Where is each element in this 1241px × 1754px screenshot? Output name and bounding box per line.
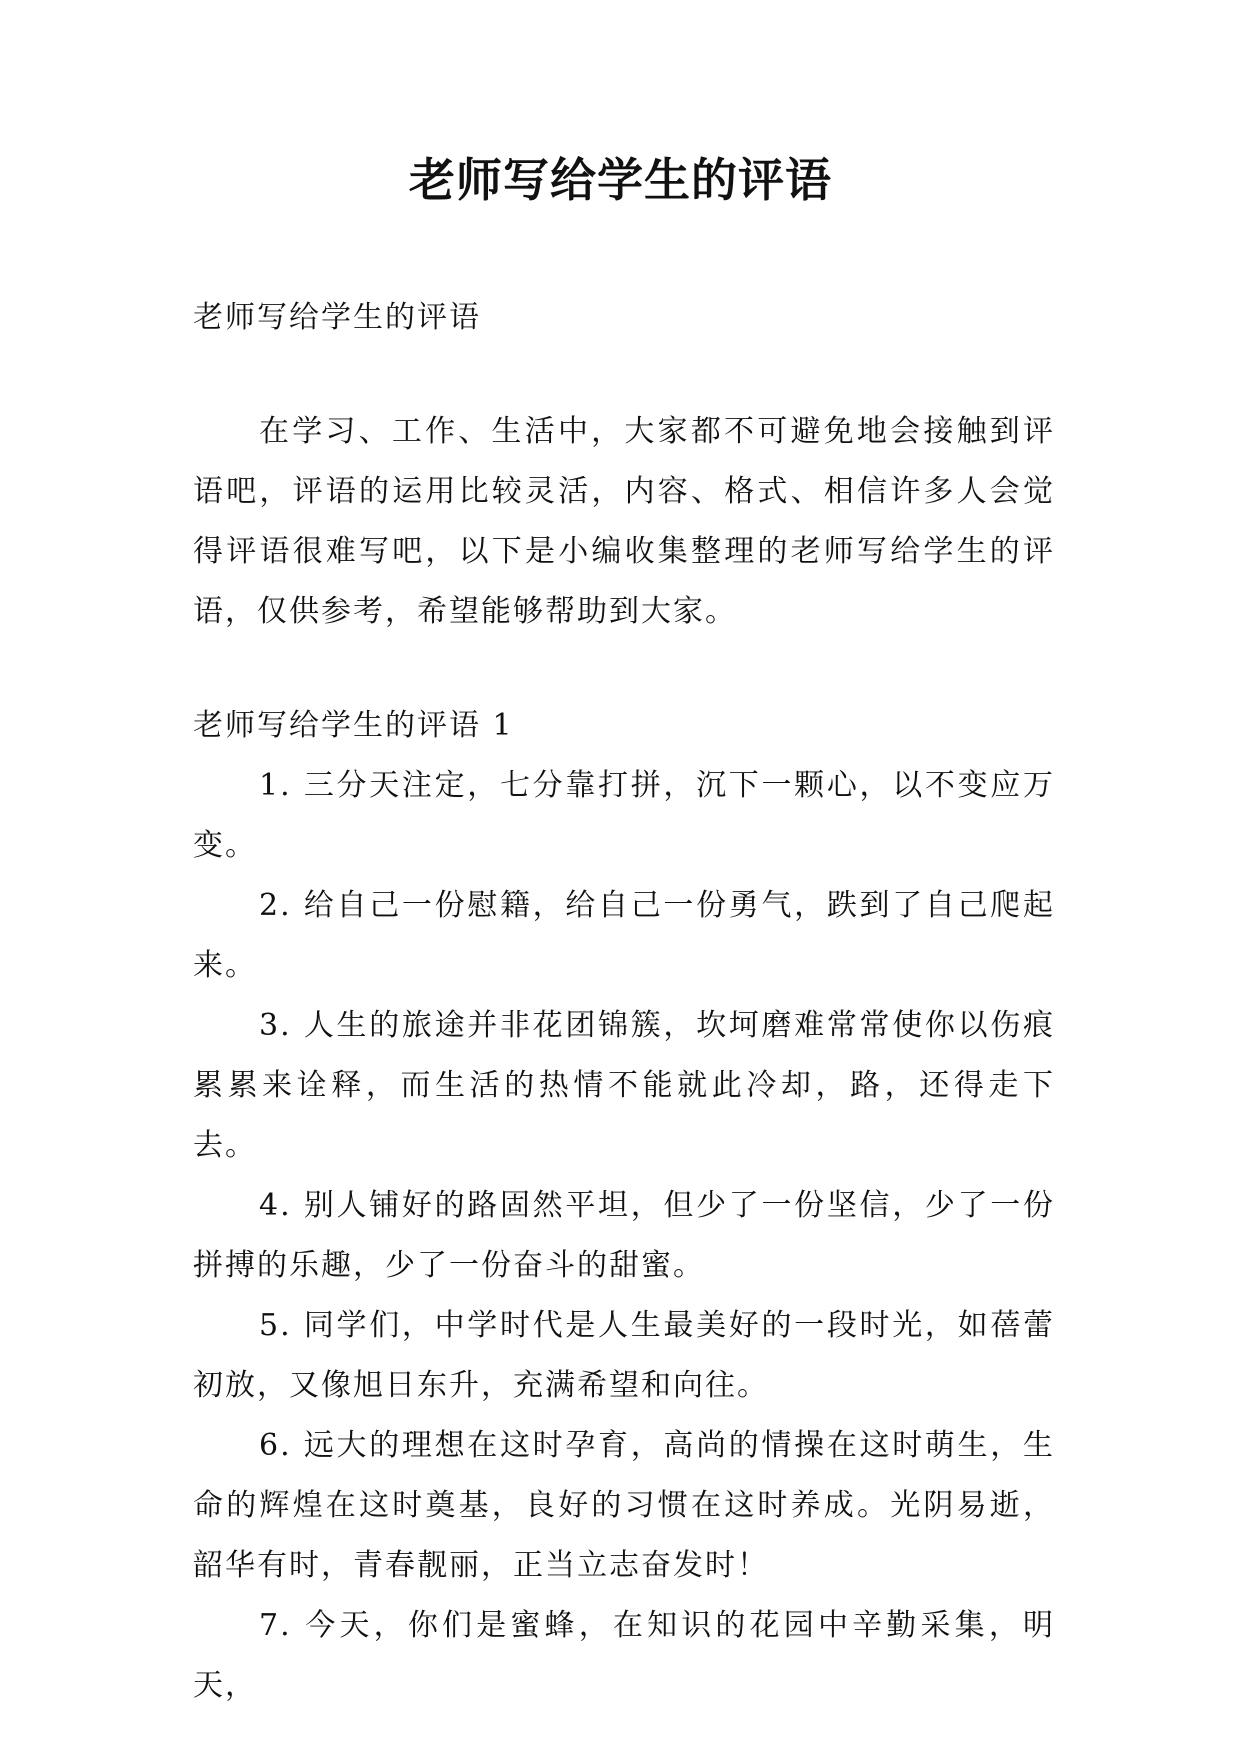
section-heading: 老师写给学生的评语 1: [193, 708, 514, 743]
list-item: 5. 同学们，中学时代是人生最美好的一段时光，如蓓蕾初放，又像旭日东升，充满希望和向往。: [193, 1308, 1055, 1403]
list-item: 2. 给自己一份慰籍，给自己一份勇气，跌到了自己爬起来。: [193, 888, 1055, 983]
list-item: 3. 人生的旅途并非花团锦簇，坎坷磨难常常使你以伤痕累累来诠释，而生活的热情不能就此冷却，路，还得走下去。: [193, 1008, 1055, 1163]
list-item: 1. 三分天注定，七分靠打拼，沉下一颗心，以不变应万变。: [193, 768, 1055, 863]
list-item: 7. 今天，你们是蜜蜂，在知识的花园中辛勤采集，明天，: [193, 1608, 1055, 1703]
document-body: [193, 288, 1055, 1716]
document-title: 老师写给学生的评语: [409, 153, 832, 207]
list-item: 6. 远大的理想在这时孕育，高尚的情操在这时萌生，生命的辉煌在这时奠基，良好的习惯在这时养成。光阴易逝，韶华有时，青春靓丽，正当立志奋发时！: [193, 1428, 1055, 1583]
list-item: 4. 别人铺好的路固然平坦，但少了一份坚信，少了一份拼搏的乐趣，少了一份奋斗的甜蜜。: [193, 1188, 1055, 1283]
intro-paragraph: 在学习、工作、生活中，大家都不可避免地会接触到评语吧，评语的运用比较灵活，内容、格式、相信许多人会觉得评语很难写吧，以下是小编收集整理的老师写给学生的评语，仅供参考，希望能够帮助到大家。: [193, 414, 1055, 629]
document-subtitle: 老师写给学生的评语: [193, 300, 481, 335]
